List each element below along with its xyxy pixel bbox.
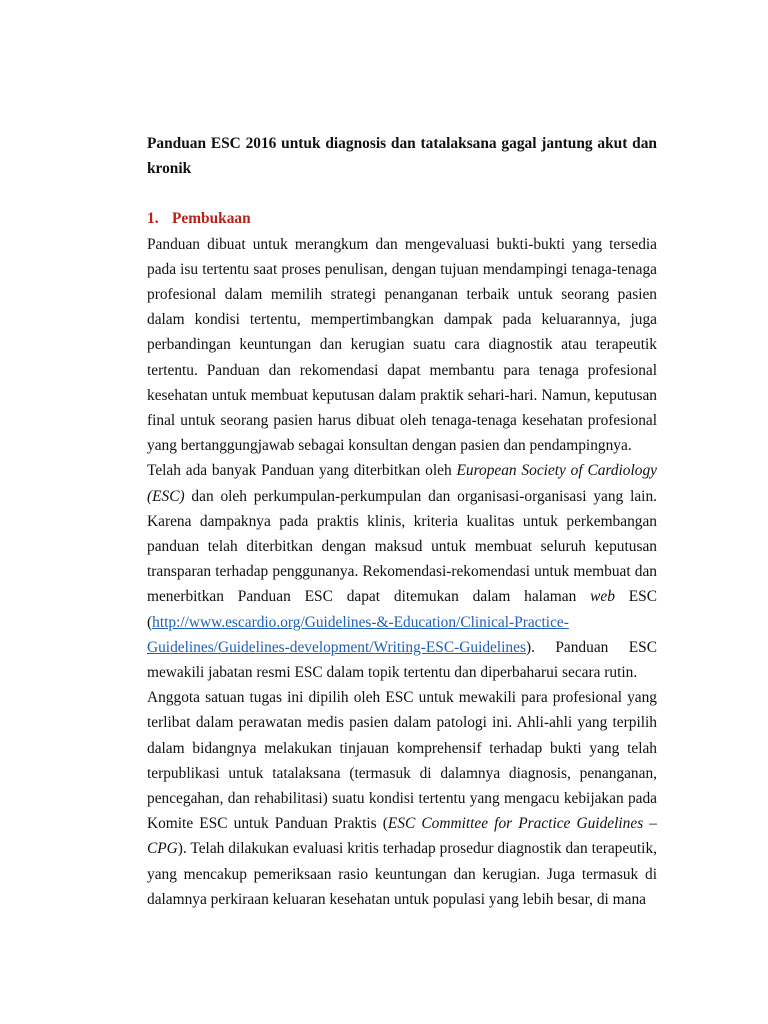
web-italic: web	[590, 588, 615, 606]
paragraph-2-text: Telah ada banyak Panduan yang diterbitkan oleh	[147, 462, 457, 480]
paragraph-3	[147, 685, 657, 912]
cpg-italic: ESC Committee for Practice Guidelines – CPG	[147, 815, 657, 858]
document-title: Panduan ESC 2016 untuk diagnosis dan tatalaksana gagal jantung akut dan kronik	[147, 135, 657, 178]
paragraph-1: Panduan dibuat untuk merangkum dan mengevaluasi bukti-bukti yang tersedia pada isu tertentu saat proses penulisan, dengan tujuan mendampingi tenaga-tenaga profesional dalam memilih strategi penanganan terbaik untuk seorang pasien dalam kondisi tertentu, mempertimbangkan dampak pada keluarannya, juga perbandingan keuntungan dan kerugian suatu cara diagnostik atau terapeutik tertentu. Panduan dan rekomendasi dapat membantu para tenaga profesional kesehatan untuk membuat keputusan dalam praktik sehari-hari. Namun, keputusan final untuk seorang pasien harus dibuat oleh tenaga-tenaga kesehatan profesional yang bertanggungjawab sebagai konsultan dengan pasien dan pendampingnya.	[147, 235, 657, 455]
guidelines-link-continued[interactable]: Guidelines/Guidelines-development/Writing-ESC-Guidelines	[147, 638, 526, 656]
esc-name-italic: European Society of Cardiology (ESC)	[147, 462, 657, 505]
paragraph-2-text: ESC (	[147, 588, 657, 631]
paragraph-3-text: ). Telah dilakukan evaluasi kritis terhadap prosedur diagnostik dan terapeutik, yang mencakup pemeriksaan rasio keuntungan dan kerugian. Juga termasuk di dalamnya perkiraan keluaran kesehatan untuk populasi yang lebih besar, di mana	[147, 840, 657, 908]
guidelines-link[interactable]: http://www.escardio.org/Guidelines-&-Education/Clinical-Practice-	[152, 613, 569, 631]
document-body	[147, 131, 657, 912]
paragraph-2	[147, 458, 657, 685]
paragraph-2-text: dan oleh perkumpulan-perkumpulan dan organisasi-organisasi yang lain. Karena dampaknya pada praktis klinis, kriteria kualitas untuk perkembangan panduan telah diterbitkan dengan maksud untuk membuat seluruh keputusan transparan terhadap penggunanya. Rekomendasi-rekomendasi untuk membuat dan menerbitkan Panduan ESC dapat ditemukan dalam halaman	[147, 487, 657, 606]
paragraph-3-text: Anggota satuan tugas ini dipilih oleh ESC untuk mewakili para profesional yang terlibat dalam perawatan medis pasien dalam patologi ini. Ahli-ahli yang terpilih dalam bidangnya melakukan tinjauan komprehensif terhadap bukti yang telah terpublikasi untuk tatalaksana (termasuk di dalamnya diagnosis, penanganan, pencegahan, dan rehabilitasi) suatu kondisi tertentu yang mengacu kebijakan pada Komite ESC untuk Panduan Praktis (	[147, 689, 657, 833]
spacer	[147, 181, 657, 206]
section-title: Pembukaan	[172, 210, 251, 228]
section-number: 1.	[147, 210, 159, 228]
paragraph-2-text: ). Panduan ESC mewakili jabatan resmi ESC dalam topik tertentu dan diperbaharui secara rutin.	[147, 638, 657, 682]
section-heading	[147, 206, 657, 231]
